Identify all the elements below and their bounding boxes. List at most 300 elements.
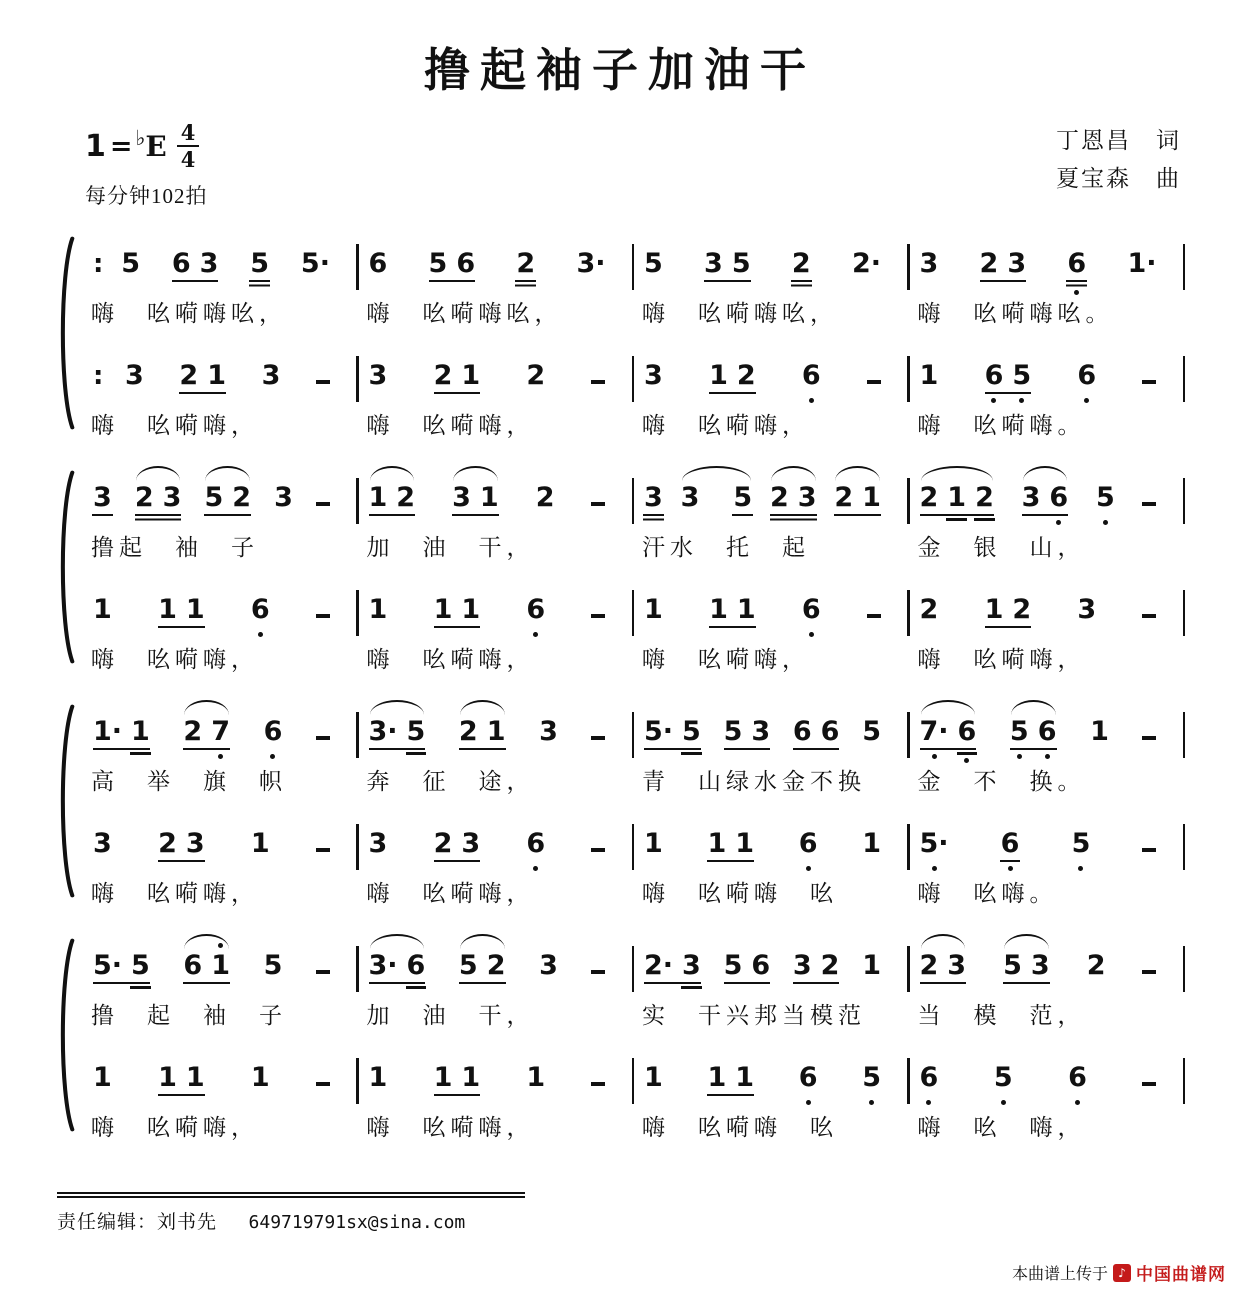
measure (910, 1042, 1183, 1142)
note: 1 (461, 594, 481, 625)
lyrics: 嗨 吆 嗨， (917, 1115, 1086, 1140)
note: 6 (820, 716, 840, 747)
site-footer (1012, 1260, 1226, 1285)
notes-row (634, 574, 907, 623)
note: 3 (452, 482, 471, 513)
time-signature-beats: 4 (177, 122, 200, 147)
note: 2 (433, 828, 453, 859)
notes-row (83, 1042, 356, 1091)
lyrics: 撸起 袖 子 (91, 535, 259, 560)
dash-note (591, 614, 605, 619)
note-group (1067, 250, 1086, 277)
lyrics: 嗨 吆嗬嗨吆， (366, 301, 563, 326)
notes-row (359, 930, 632, 979)
note: 1 (862, 482, 881, 513)
low-octave-dot (926, 1100, 931, 1105)
credits (1056, 122, 1183, 198)
note: 2 (158, 828, 177, 859)
note-group (1127, 250, 1156, 277)
voice-line (83, 930, 1185, 1030)
note: 6 (958, 718, 977, 745)
note-group (301, 250, 330, 277)
note-group (1003, 952, 1050, 979)
barline (1183, 478, 1186, 524)
lyrics: 嗨 吆嗨。 (917, 881, 1058, 906)
measure (634, 574, 907, 674)
note: 5 (250, 248, 270, 279)
note-group (644, 484, 663, 511)
note-group (369, 830, 388, 857)
note-group (429, 250, 476, 277)
note-group (452, 484, 499, 511)
note: 5 (723, 716, 743, 747)
note-group (862, 1064, 881, 1091)
lyrics: 奔 征 途， (366, 769, 535, 794)
measure (83, 340, 356, 440)
note: 5 (682, 716, 701, 747)
lyrics: 嗨 吆嗬嗨， (917, 647, 1086, 672)
note-group (709, 362, 756, 389)
note-group (644, 718, 701, 745)
note: 2 (535, 482, 555, 513)
dash-note (1142, 970, 1156, 975)
note: 5 (1003, 950, 1022, 981)
notes-row (83, 696, 356, 745)
note: 5 (862, 716, 881, 747)
notes-row (910, 1042, 1183, 1091)
note: 1 (185, 1062, 205, 1093)
note: 1 (185, 594, 205, 625)
note-group (1077, 596, 1096, 623)
note: 2· (644, 950, 674, 981)
note-group (644, 952, 701, 979)
dash-note (591, 970, 605, 975)
measure (634, 340, 907, 440)
note-group (576, 250, 605, 277)
note-group (724, 718, 771, 745)
note: 1 (250, 828, 270, 859)
note-group (985, 596, 1032, 623)
music-systems (57, 228, 1185, 1142)
note-group (93, 596, 112, 623)
note: 6 (406, 950, 426, 981)
lyrics: 加 油 干， (366, 535, 535, 560)
note-group (179, 362, 226, 389)
note-group (251, 830, 270, 857)
notes-row (83, 462, 356, 511)
note-group (459, 952, 506, 979)
note: 6 (920, 1064, 939, 1091)
note: 1 (368, 594, 388, 625)
note: 1 (433, 594, 453, 625)
note-group (526, 1064, 545, 1091)
low-octave-dot (533, 866, 538, 871)
note: 3 (1077, 594, 1097, 625)
note: 1 (644, 828, 663, 859)
measure (634, 696, 907, 796)
note: 2 (791, 248, 811, 279)
note: 3 (644, 360, 663, 391)
note: 1 (707, 1062, 727, 1093)
lyrics: 金 银 山， (917, 535, 1086, 560)
key-equals: = (109, 130, 133, 162)
note: 1 (433, 1062, 453, 1093)
notes-row (359, 462, 632, 511)
note: 5· (300, 248, 330, 279)
notes-row (634, 228, 907, 277)
note: 6 (456, 248, 476, 279)
note: 3 (1007, 248, 1027, 279)
note-group (183, 718, 230, 745)
low-octave-dot (533, 632, 538, 637)
note: 6 (751, 950, 771, 981)
note: 2 (526, 360, 546, 391)
editor-label: 责任编辑：刘书先 (57, 1212, 218, 1233)
notes-row (83, 228, 356, 277)
barline (1183, 244, 1186, 290)
note: 6 (1001, 830, 1020, 857)
notes-row (634, 340, 907, 389)
measure (634, 1042, 907, 1142)
site-name: 中国曲谱网 (1136, 1265, 1226, 1284)
note: 2 (736, 360, 756, 391)
dash-note (316, 502, 330, 507)
system (57, 930, 1185, 1142)
notes-row (634, 462, 907, 511)
note: 3 (539, 716, 558, 747)
measure (83, 228, 356, 328)
notes-row (83, 574, 356, 623)
lyrics: 嗨 吆嗬嗨， (366, 647, 535, 672)
note: 6 (183, 950, 203, 981)
note: 5 (131, 950, 150, 981)
tempo-marking: 每分钟102拍 (85, 184, 208, 208)
lyrics: 嗨 吆嗬嗨， (91, 413, 259, 438)
measure (83, 696, 356, 796)
note: 2 (433, 360, 453, 391)
note-group (920, 1064, 939, 1091)
barline (1183, 946, 1186, 992)
measure (83, 574, 356, 674)
note: 2 (486, 950, 506, 981)
note-group (920, 830, 949, 857)
note-group (434, 1064, 481, 1091)
dash-note (591, 502, 605, 507)
note: 1 (158, 1062, 177, 1093)
note: 6 (799, 1064, 818, 1091)
key-signature-block (57, 122, 208, 210)
note: 3 (125, 360, 144, 391)
lyrics: 金 不 换。 (917, 769, 1086, 794)
note: 1 (644, 594, 663, 625)
note-group (369, 1064, 388, 1091)
note-group (369, 718, 426, 745)
lyrics: 当 模 范， (917, 1003, 1086, 1028)
note: 3 (1030, 950, 1050, 981)
voice-line (83, 696, 1185, 796)
note-group (793, 718, 840, 745)
note-group (204, 484, 251, 511)
dash-note (316, 614, 330, 619)
note: 6 (1067, 250, 1086, 277)
note: 3 (261, 360, 281, 391)
system (57, 228, 1185, 440)
note-group (1072, 830, 1091, 857)
note: 3 (644, 482, 663, 513)
note: 3· (368, 950, 398, 981)
note: 6 (526, 830, 545, 857)
note-group (920, 952, 967, 979)
note: 1 (707, 828, 727, 859)
key-letter: E (145, 129, 167, 163)
measure (910, 228, 1183, 328)
note: 1 (461, 1062, 481, 1093)
dash-note (591, 736, 605, 741)
lyrics: 嗨 吆嗬嗨， (91, 647, 259, 672)
dash-note (316, 380, 330, 385)
low-octave-dot (1019, 398, 1024, 403)
measure (910, 696, 1183, 796)
low-octave-dot (1045, 754, 1050, 759)
note: 3· (576, 248, 606, 279)
lyrics: 嗨 吆嗬嗨， (91, 1115, 259, 1140)
note-group (802, 596, 821, 623)
measure (910, 574, 1183, 674)
barline (1183, 1058, 1186, 1104)
flat-icon: ♭ (135, 124, 146, 150)
note-group (93, 952, 150, 979)
key-tonic: 1 (85, 128, 106, 164)
voice-line (83, 462, 1185, 562)
notes-row (83, 340, 356, 389)
note-group (516, 250, 535, 277)
measure (359, 1042, 632, 1142)
voice-line (83, 228, 1185, 328)
note-group (980, 250, 1027, 277)
dash-note (1142, 614, 1156, 619)
note: 1 (736, 594, 756, 625)
dash-note (316, 736, 330, 741)
lyrics: 嗨 吆嗬嗨， (366, 413, 535, 438)
note: 6 (526, 596, 545, 623)
note: 7 (211, 718, 230, 745)
note-group (274, 484, 293, 511)
note-group (264, 952, 283, 979)
measure (359, 696, 632, 796)
notes-row (359, 340, 632, 389)
note: 5 (406, 716, 426, 747)
lyrics: 实 干兴邦当模范 (642, 1003, 866, 1028)
notes-row (910, 808, 1183, 857)
lyrics: 嗨 吆嗬嗨吆， (91, 301, 287, 326)
note-group (707, 1064, 754, 1091)
lyrics: 嗨 吆嗬嗨吆。 (917, 301, 1114, 326)
note: 5 (1072, 830, 1091, 857)
note: 1 (479, 482, 499, 513)
time-signature-unit: 4 (180, 147, 196, 172)
note: 1 (93, 594, 112, 625)
low-octave-dot (809, 632, 814, 637)
note-group (369, 484, 416, 511)
note-group (644, 250, 663, 277)
low-octave-dot (1075, 1100, 1080, 1105)
notes-row (634, 930, 907, 979)
note-group (920, 596, 939, 623)
note: 1 (644, 1062, 663, 1093)
dash-note (867, 380, 881, 385)
low-octave-dot (991, 398, 996, 403)
lyrics: 嗨 吆嗬嗨， (91, 881, 259, 906)
note: 5· (644, 716, 674, 747)
system (57, 696, 1185, 908)
note: 1 (207, 360, 226, 391)
note-group (1096, 484, 1115, 511)
note: 2 (769, 482, 789, 513)
note: 1 (947, 482, 967, 513)
measure (910, 340, 1183, 440)
notes-row (634, 1042, 907, 1091)
note-group (994, 1064, 1013, 1091)
note: 5 (1096, 484, 1115, 511)
dash-note (591, 380, 605, 385)
measure (83, 1042, 356, 1142)
note: 1 (211, 952, 230, 979)
note: 2 (919, 950, 939, 981)
note: 1 (862, 950, 881, 981)
dash-note (867, 614, 881, 619)
note: 3 (185, 828, 205, 859)
note-group (920, 718, 977, 745)
measure (359, 228, 632, 328)
note: 3 (199, 248, 219, 279)
dash-note (1142, 736, 1156, 741)
notes-row (910, 340, 1183, 389)
lyrics: 嗨 吆嗬嗨， (366, 1115, 535, 1140)
notes-row (359, 228, 632, 277)
note: 3 (680, 482, 700, 513)
notes-row (910, 228, 1183, 277)
measure (634, 462, 907, 562)
note: 6 (251, 596, 270, 623)
note-group (526, 362, 545, 389)
note: 3 (368, 360, 388, 391)
note: 6 (985, 362, 1004, 389)
note: 1 (709, 594, 728, 625)
note-group (172, 250, 219, 277)
note: 6 (368, 248, 388, 279)
note-group (1090, 718, 1109, 745)
time-signature (177, 122, 200, 170)
measure (359, 340, 632, 440)
notes-row (83, 808, 356, 857)
note: 5 (121, 248, 141, 279)
note: 1 (1090, 716, 1109, 747)
lyrics: 嗨 吆嗬嗨。 (917, 413, 1086, 438)
note: 2 (1086, 950, 1106, 981)
notes-row (910, 696, 1183, 745)
note-group (704, 250, 751, 277)
note: 2 (179, 360, 199, 391)
note: 6 (802, 362, 821, 389)
note-group (644, 596, 663, 623)
note: 2 (516, 248, 536, 279)
low-octave-dot (1056, 520, 1061, 525)
key-signature (85, 122, 199, 170)
note-group (709, 596, 756, 623)
barline (1183, 356, 1186, 402)
note: 6 (171, 248, 191, 279)
low-octave-dot (1078, 866, 1083, 871)
note-group (251, 596, 270, 623)
measure (634, 228, 907, 328)
note: 5 (263, 950, 283, 981)
note-group (369, 250, 388, 277)
note-group (459, 718, 506, 745)
note-group (93, 1064, 112, 1091)
dash-note (316, 970, 330, 975)
note-group (799, 830, 818, 857)
note: 5 (1010, 718, 1029, 745)
note-group (862, 718, 881, 745)
system-brace-icon (57, 704, 75, 898)
note-group (158, 830, 205, 857)
note-group (93, 484, 112, 511)
measure (634, 930, 907, 1030)
notes-row (359, 574, 632, 623)
note-group (644, 362, 663, 389)
note-group (434, 596, 481, 623)
note-group (158, 596, 205, 623)
low-octave-dot (809, 398, 814, 403)
note-group (793, 952, 840, 979)
note: 3 (274, 482, 293, 513)
dash-note (591, 1082, 605, 1087)
notes-row (910, 930, 1183, 979)
note-group (526, 830, 545, 857)
note: 5 (204, 482, 224, 513)
dash-note (1142, 502, 1156, 507)
note: 2 (183, 716, 203, 747)
lyrics: 高 举 旗 帜 (91, 769, 287, 794)
note-group (251, 1064, 270, 1091)
note: 3 (792, 950, 812, 981)
note: 3 (162, 482, 182, 513)
note-group (539, 952, 558, 979)
note: 1 (984, 594, 1004, 625)
note: 6 (1068, 1064, 1087, 1091)
note: 3 (797, 482, 817, 513)
note: 1 (735, 828, 755, 859)
notes-row (83, 930, 356, 979)
note-group (434, 830, 481, 857)
note-group (262, 362, 281, 389)
note: 3 (751, 716, 771, 747)
voice-line (83, 808, 1185, 908)
note-group (250, 250, 269, 277)
measure (359, 574, 632, 674)
note-group (985, 362, 1032, 389)
measure (910, 930, 1183, 1030)
note: 3 (704, 248, 723, 279)
low-octave-dot (258, 632, 263, 637)
voice-line (83, 340, 1185, 440)
note-group (852, 250, 881, 277)
system-brace-icon (57, 938, 75, 1132)
note-group (1077, 362, 1096, 389)
low-octave-dot (806, 1100, 811, 1105)
note-group (125, 362, 144, 389)
note: 2 (396, 482, 416, 513)
